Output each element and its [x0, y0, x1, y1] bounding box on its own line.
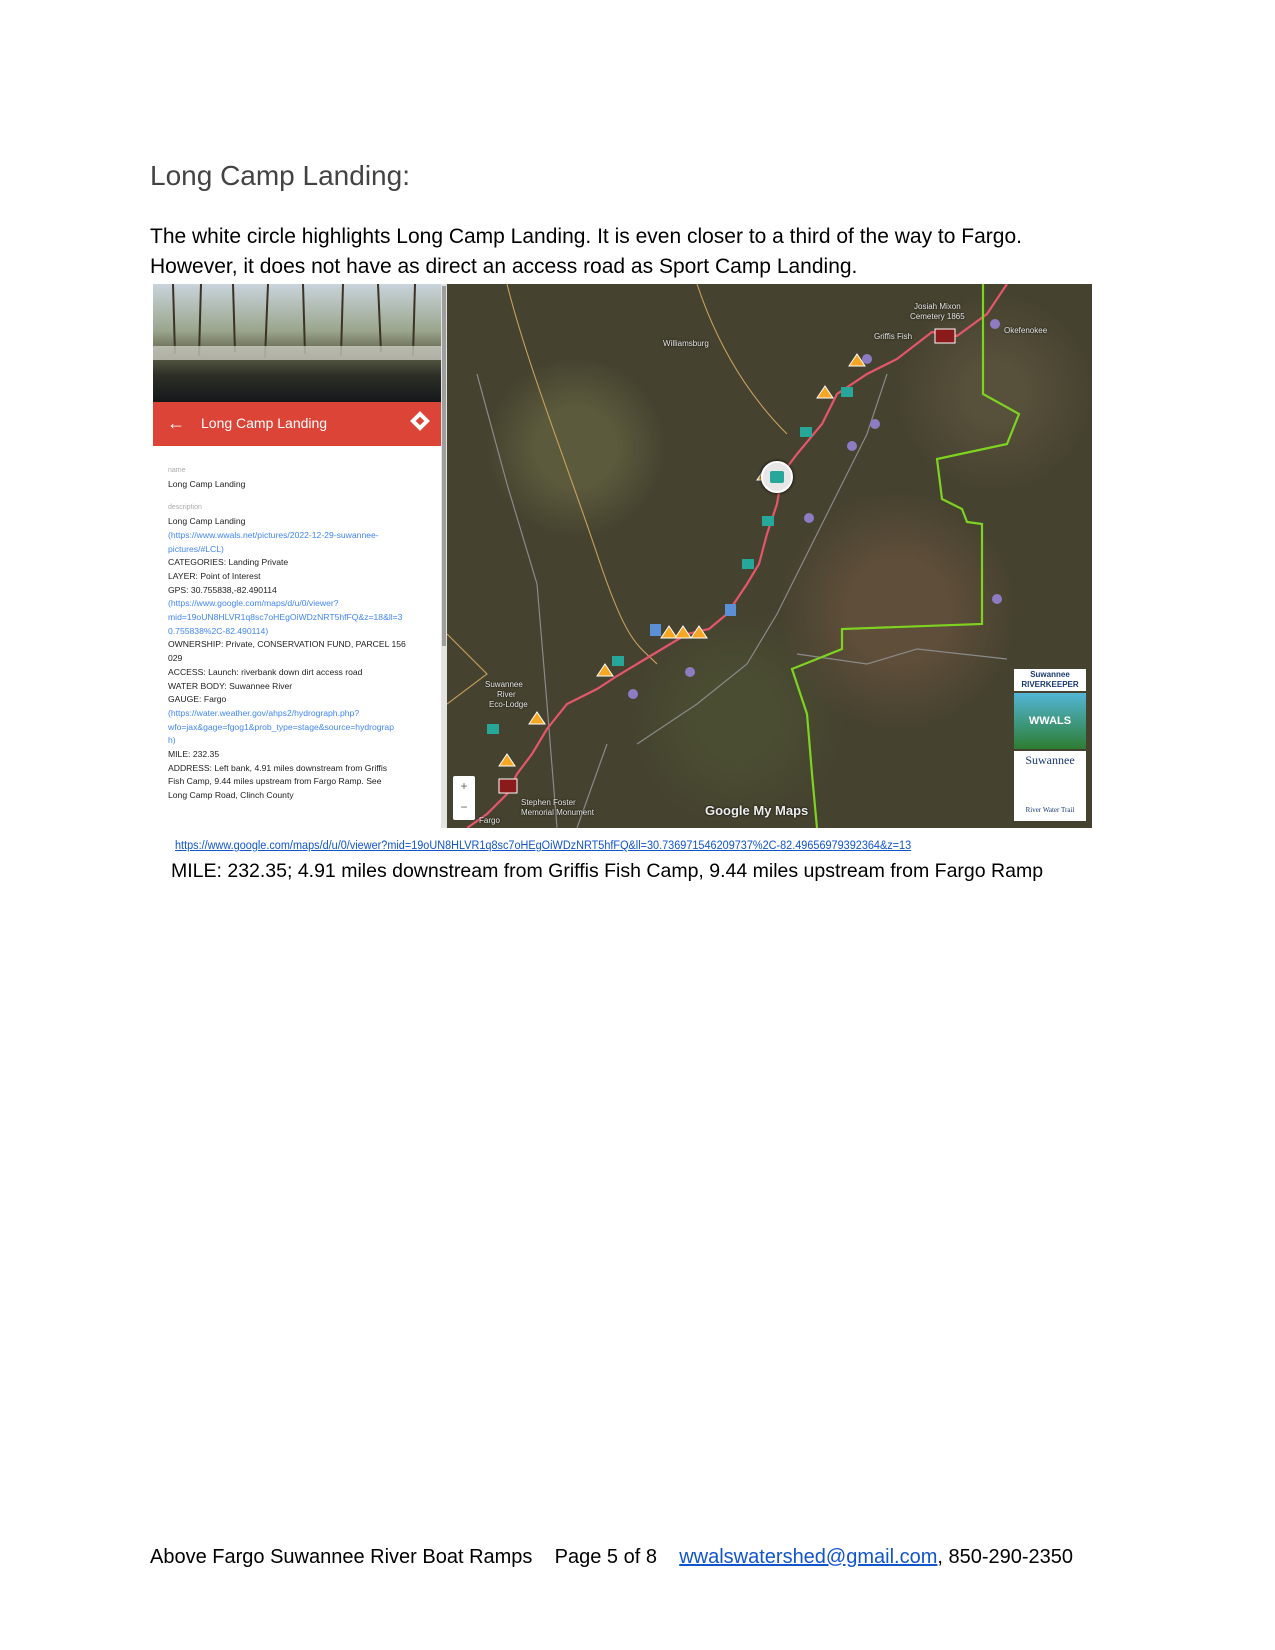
partner-logos — [1014, 669, 1086, 822]
name-label: name — [168, 467, 186, 474]
landing-photo — [153, 284, 441, 402]
description-line: LAYER: Point of Interest — [168, 570, 261, 581]
zoom-in-icon[interactable]: + — [460, 779, 468, 793]
intro-line-2: However, it does not have as direct an access road as Sport Camp Landing. — [150, 255, 858, 278]
footer-page-number: Page 5 of 8 — [554, 1546, 657, 1568]
scrollbar-thumb[interactable] — [442, 286, 446, 646]
intro-paragraph — [150, 222, 1150, 282]
description-line: MILE: 232.35 — [168, 749, 220, 760]
description-line[interactable]: wfo=jax&gage=fgog1&prob_type=stage&source=hydrograp — [168, 721, 394, 732]
roads — [477, 374, 1007, 828]
dirt-roads — [447, 284, 787, 704]
label-cemetery: Cemetery 1865 — [910, 312, 965, 321]
label-river: River — [497, 690, 516, 699]
long-camp-landing-highlight[interactable] — [761, 461, 793, 493]
description-line[interactable]: (https://www.google.com/maps/d/u/0/viewer? — [168, 598, 339, 609]
description-line: GAUGE: Fargo — [168, 694, 227, 705]
suwannee-river-water-trail-logo: Suwannee River Water Trail — [1014, 751, 1086, 821]
wwals-logo: WWALS — [1014, 693, 1086, 749]
description-line: CATEGORIES: Landing Private — [168, 557, 289, 568]
description-line[interactable]: mid=19oUN8HLVR1q8sc7oHEgOiWDzNRT5hfFQ&z=18&ll=3 — [168, 612, 403, 623]
map-link[interactable]: https://www.google.com/maps/d/u/0/viewer?mid=19oUN8HLVR1q8sc7oHEgOiWDzNRT5hfFQ&ll=30.736971546209737%2C-82.49656979392364&z=13 — [175, 838, 912, 852]
boundary-line — [792, 284, 1019, 828]
map-overlays — [447, 284, 1092, 828]
map-markers — [487, 319, 1002, 793]
directions-icon[interactable] — [410, 411, 430, 431]
description-line: 029 — [168, 653, 183, 664]
label-suwannee: Suwannee — [485, 680, 523, 689]
description-label: description — [168, 504, 202, 512]
label-eco-lodge: Eco-Lodge — [489, 700, 528, 709]
map-screenshot-figure — [153, 284, 1092, 828]
description-line: GPS: 30.755838,-82.490114 — [168, 584, 277, 595]
name-value: Long Camp Landing — [168, 478, 246, 489]
description-line: Fish Camp, 9.44 miles upstream from Fargo Ramp. See — [168, 776, 382, 787]
description-line[interactable]: 0.755838%2C-82.490114) — [168, 625, 269, 636]
description-line: WATER BODY: Suwannee River — [168, 680, 293, 691]
label-okefenokee: Okefenokee — [1004, 326, 1048, 335]
zoom-out-icon[interactable]: − — [460, 800, 468, 814]
footer-title: Above Fargo Suwannee River Boat Ramps — [150, 1546, 533, 1568]
label-williamsburg: Williamsburg — [663, 339, 709, 348]
description-line[interactable]: (https://water.weather.gov/ahps2/hydrograph.php? — [168, 707, 360, 718]
description-line: ADDRESS: Left bank, 4.91 miles downstream from Griffis — [168, 762, 388, 773]
description-line: Long Camp Road, Clinch County — [168, 790, 294, 801]
label-fargo: Fargo — [479, 816, 500, 825]
description-lines — [168, 515, 430, 803]
description-line[interactable]: h) — [168, 735, 176, 746]
intro-line-1: The white circle highlights Long Camp Landing. It is even closer to a third of the way to Fargo. — [150, 225, 1022, 248]
description-line: Long Camp Landing — [168, 516, 246, 527]
label-memorial-monument: Memorial Monument — [521, 808, 594, 817]
description-line[interactable]: (https://www.wwals.net/pictures/2022-12-29-suwannee- — [168, 529, 379, 540]
panel-title: Long Camp Landing — [201, 415, 328, 431]
panel-header — [153, 402, 441, 446]
page-heading: Long Camp Landing: — [150, 160, 410, 191]
back-arrow-icon[interactable]: ← — [167, 413, 185, 433]
google-my-maps-logo: Google My Maps — [705, 803, 809, 818]
landing-photo-trees — [153, 284, 441, 402]
description-line: ACCESS: Launch: riverbank down dirt access road — [168, 666, 363, 677]
label-josiah-mixon: Josiah Mixon — [914, 302, 961, 311]
satellite-map[interactable] — [447, 284, 1092, 828]
footer-email-link[interactable]: wwalswatershed@gmail.com — [679, 1546, 938, 1568]
panel-details — [168, 464, 430, 803]
label-griffis-fish: Griffis Fish — [874, 332, 913, 341]
map-side-panel — [153, 284, 441, 828]
riverkeeper-logo: Suwannee RIVERKEEPER — [1014, 669, 1086, 691]
zoom-controls[interactable] — [453, 776, 475, 820]
footer-phone: , 850-290-2350 — [937, 1546, 1074, 1568]
label-stephen-foster: Stephen Foster — [521, 798, 576, 807]
description-line: OWNERSHIP: Private, CONSERVATION FUND, PARCEL 156 — [168, 639, 406, 650]
figure-caption: MILE: 232.35; 4.91 miles downstream from Griffis Fish Camp, 9.44 miles upstream from Fargo Ramp — [171, 860, 1044, 882]
page-footer — [150, 1546, 1073, 1569]
river-line — [467, 284, 1007, 828]
description-line[interactable]: pictures/#LCL) — [168, 543, 224, 554]
